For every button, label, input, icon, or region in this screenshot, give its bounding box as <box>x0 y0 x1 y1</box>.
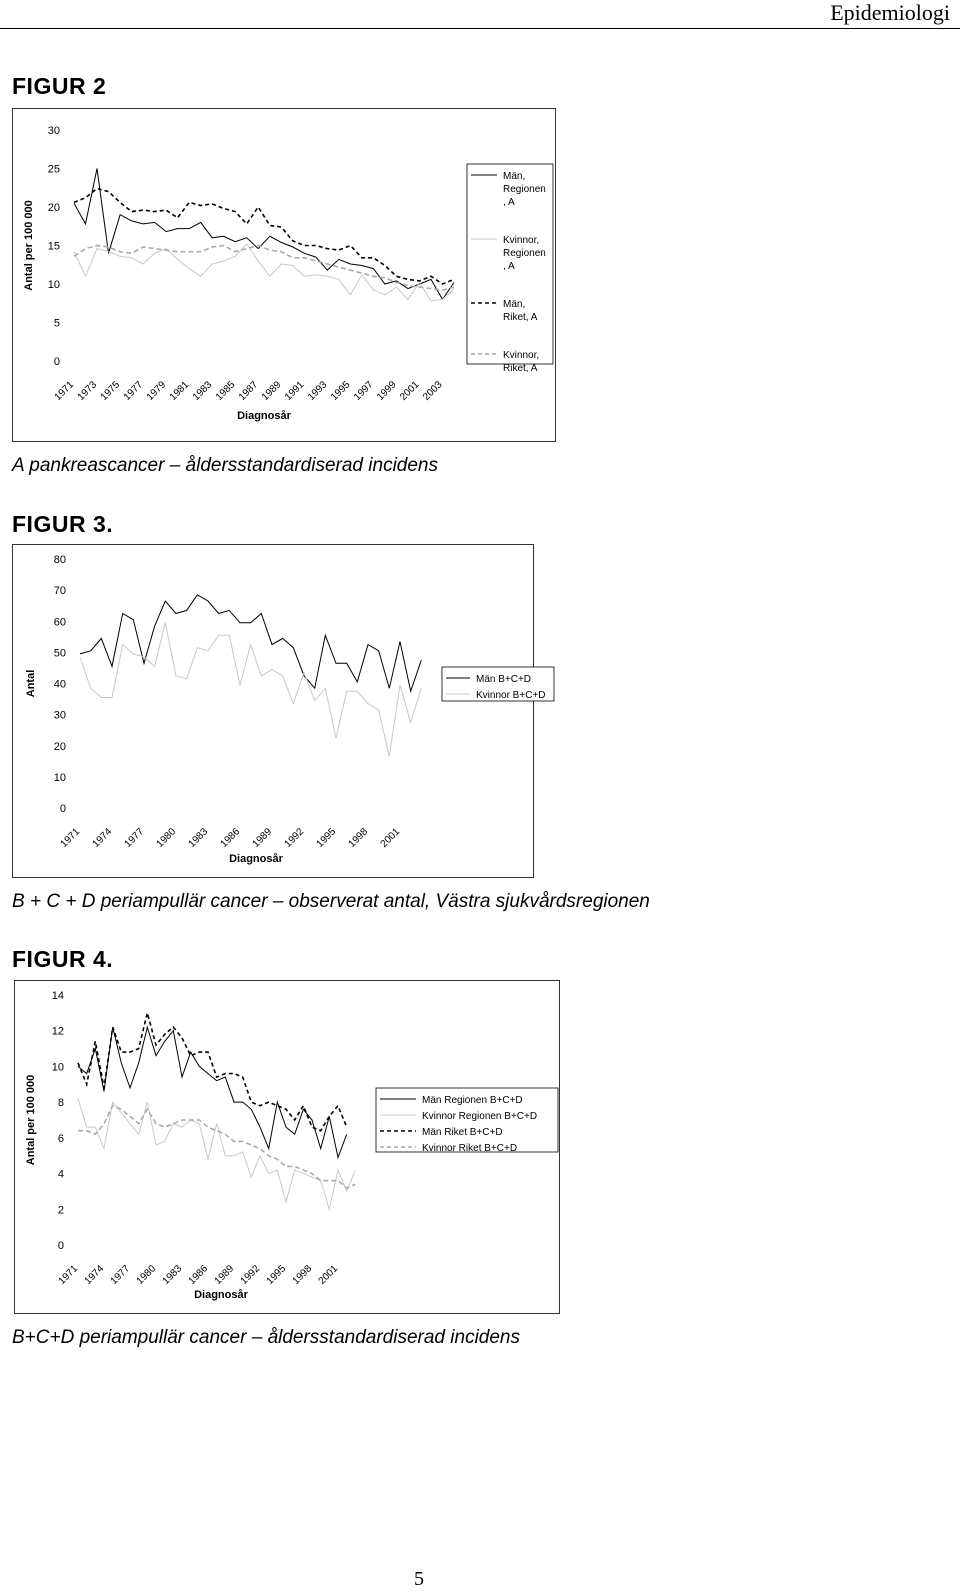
legend-entry-label: Kvinnor, <box>503 235 540 246</box>
y-tick-label: 40 <box>53 678 66 691</box>
figure-2-heading: FIGUR 2 <box>12 73 107 99</box>
legend-entry-label: Regionen <box>503 248 546 259</box>
chart-frame <box>13 545 534 878</box>
x-tick-label: 1973 <box>75 379 100 403</box>
x-tick-label: 1998 <box>346 826 371 850</box>
y-tick-label: 4 <box>57 1168 64 1181</box>
y-tick-label: 15 <box>47 240 60 253</box>
figure-4-caption: B+C+D periampullär cancer – åldersstandardiserad incidens <box>12 1327 520 1348</box>
x-tick-label: 1992 <box>238 1263 263 1287</box>
x-tick-label: 1986 <box>186 1263 211 1287</box>
y-tick-label: 70 <box>53 585 66 598</box>
figure-4-chart <box>14 980 560 1314</box>
legend-entry-label: Män, <box>503 299 526 310</box>
y-tick-label: 50 <box>53 647 66 660</box>
x-tick-label: 1995 <box>264 1263 289 1287</box>
y-tick-label: 6 <box>57 1132 64 1145</box>
y-tick-label: 2 <box>57 1204 64 1217</box>
x-tick-label: 1971 <box>52 379 77 403</box>
x-tick-label: 1989 <box>250 826 275 850</box>
x-tick-label: 1989 <box>259 379 284 403</box>
y-axis-title: Antal <box>25 669 37 698</box>
x-tick-label: 1977 <box>121 379 146 403</box>
x-tick-label: 1980 <box>134 1263 159 1287</box>
y-tick-label: 60 <box>53 616 66 629</box>
x-axis-title: Diagnosår <box>194 1289 248 1301</box>
x-tick-label: 1971 <box>58 826 83 850</box>
x-tick-label: 2001 <box>398 379 422 403</box>
x-tick-label: 1998 <box>290 1263 315 1287</box>
x-tick-label: 1992 <box>282 826 307 850</box>
y-axis-title: Antal per 100 000 <box>25 1074 37 1166</box>
y-tick-label: 0 <box>59 803 66 815</box>
legend-entry-label: Riket, A <box>503 363 538 374</box>
y-tick-label: 30 <box>53 709 66 722</box>
legend-entry-label: Kvinnor, <box>503 350 540 361</box>
x-tick-label: 1974 <box>90 826 115 850</box>
x-tick-label: 1989 <box>212 1263 237 1287</box>
y-tick-label: 20 <box>47 202 60 214</box>
y-tick-label: 8 <box>57 1097 64 1110</box>
x-tick-label: 1983 <box>160 1263 185 1287</box>
x-tick-label: 1995 <box>314 826 339 850</box>
x-tick-label: 1997 <box>352 379 376 403</box>
y-tick-label: 25 <box>47 163 60 176</box>
legend-entry-label: Män B+C+D <box>476 674 532 685</box>
figure-3-caption: B + C + D periampullär cancer – observerat antal, Västra sjukvårdsregionen <box>12 891 650 912</box>
x-tick-label: 1979 <box>144 379 169 403</box>
x-tick-label: 1987 <box>236 379 261 403</box>
y-tick-label: 0 <box>57 1240 64 1252</box>
x-tick-label: 1993 <box>305 379 330 403</box>
x-tick-label: 1999 <box>375 379 399 403</box>
x-tick-label: 2001 <box>378 826 403 850</box>
legend-entry-label: Män, <box>503 171 526 182</box>
legend-entry-label: Regionen <box>503 184 546 195</box>
x-tick-label: 1980 <box>154 826 179 850</box>
page-header <box>0 0 960 29</box>
legend-entry-label: Män Regionen B+C+D <box>422 1095 523 1106</box>
y-tick-label: 10 <box>47 279 60 291</box>
figure-2-caption: A pankreascancer – åldersstandardiserad incidens <box>12 455 438 476</box>
figure-3-heading: FIGUR 3. <box>12 511 114 537</box>
x-tick-label: 1981 <box>167 379 192 403</box>
x-tick-label: 1995 <box>328 379 353 403</box>
y-tick-label: 0 <box>53 356 60 368</box>
x-tick-label: 1983 <box>190 379 215 403</box>
y-tick-label: 14 <box>51 990 64 1002</box>
legend-entry-label: Män Riket B+C+D <box>422 1127 503 1138</box>
x-tick-label: 1983 <box>186 826 211 850</box>
legend-entry-label: Riket, A <box>503 312 538 323</box>
x-tick-label: 2003 <box>421 379 445 403</box>
figure-2-chart <box>12 108 556 442</box>
y-tick-label: 80 <box>53 554 66 566</box>
legend-entry-label: Kvinnor B+C+D <box>476 690 546 701</box>
y-tick-label: 12 <box>51 1025 64 1038</box>
x-axis-title: Diagnosår <box>229 853 283 865</box>
x-tick-label: 1971 <box>56 1263 81 1287</box>
x-tick-label: 1977 <box>122 826 147 850</box>
y-axis-title: Antal per 100 000 <box>23 200 35 291</box>
figure-3-chart <box>12 544 546 878</box>
running-header-title: Epidemiologi <box>830 0 950 25</box>
x-axis-title: Diagnosår <box>237 410 291 422</box>
legend-entry-label: Kvinnor Riket B+C+D <box>422 1143 518 1154</box>
y-tick-label: 30 <box>47 125 60 137</box>
figure-4-heading: FIGUR 4. <box>12 946 114 972</box>
y-tick-label: 5 <box>53 317 60 330</box>
legend-entry-label: , A <box>503 197 515 208</box>
page-number: 5 <box>414 1568 424 1590</box>
y-tick-label: 10 <box>53 771 66 784</box>
y-tick-label: 10 <box>51 1061 64 1074</box>
x-tick-label: 1974 <box>82 1263 107 1287</box>
x-tick-label: 1977 <box>108 1263 133 1287</box>
legend-entry-label: , A <box>503 261 515 272</box>
x-tick-label: 1986 <box>218 826 243 850</box>
y-tick-label: 20 <box>53 740 66 753</box>
x-tick-label: 1991 <box>282 379 307 403</box>
x-tick-label: 1975 <box>98 379 123 403</box>
x-tick-label: 1985 <box>213 379 238 403</box>
legend-entry-label: Kvinnor Regionen B+C+D <box>422 1111 538 1122</box>
x-tick-label: 2001 <box>316 1263 341 1287</box>
